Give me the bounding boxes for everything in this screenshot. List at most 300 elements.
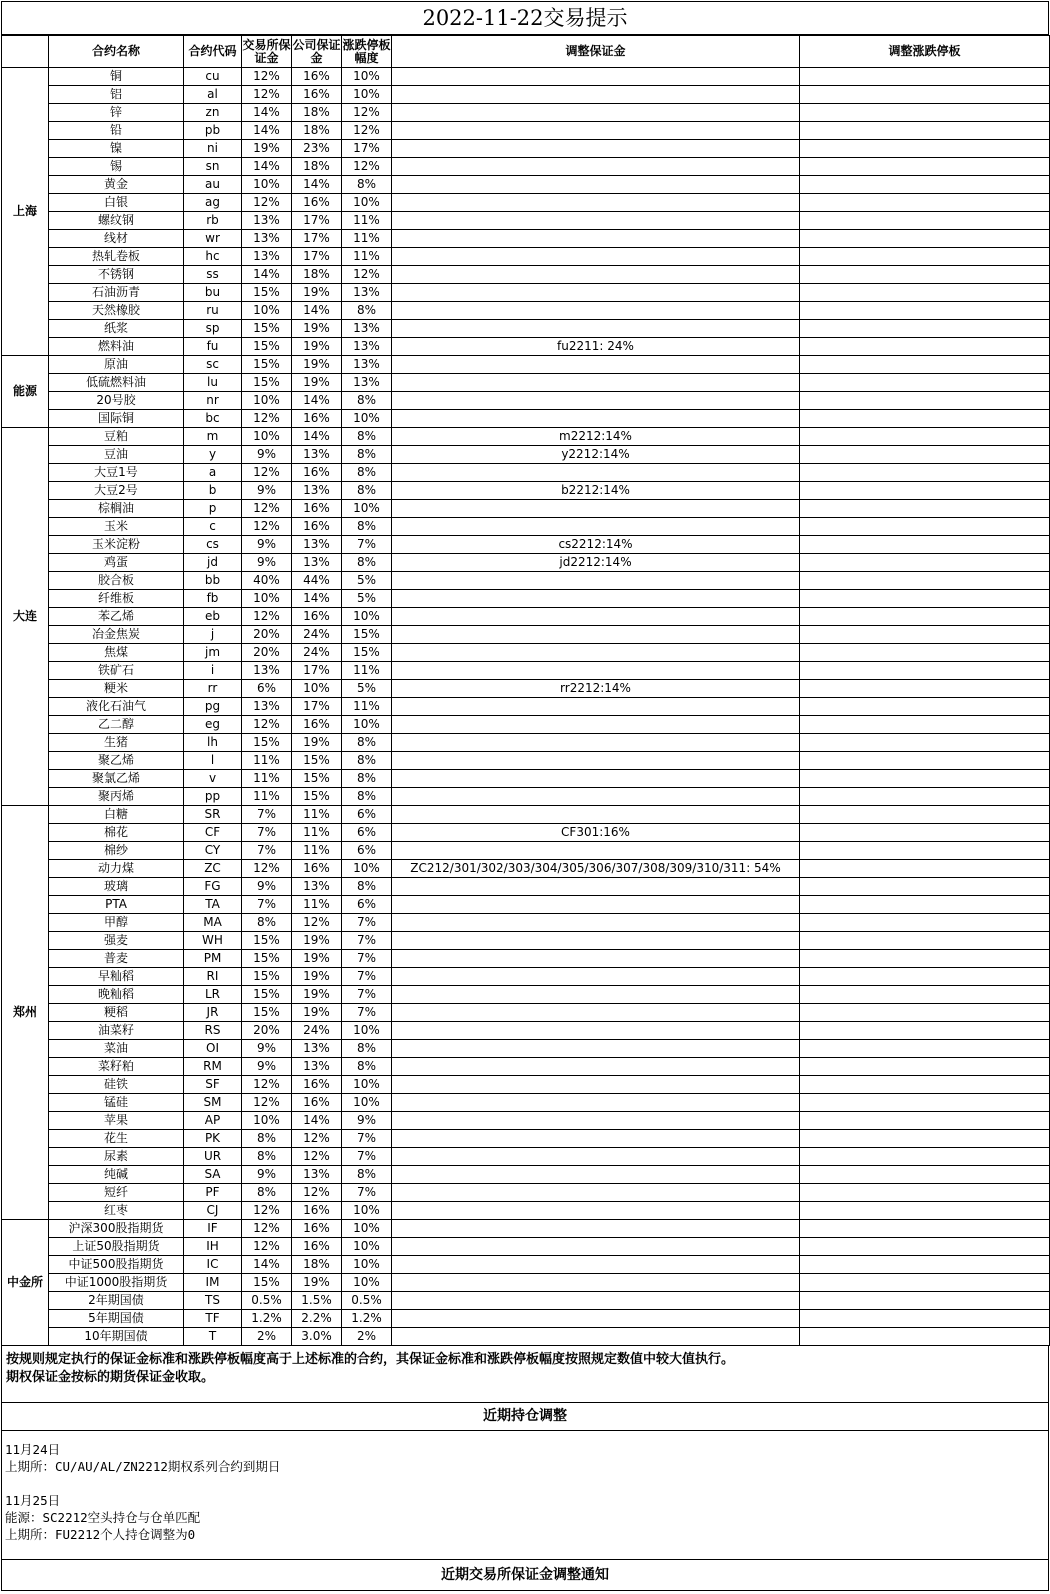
adjust-margin-cell bbox=[392, 1166, 800, 1184]
table-row bbox=[2, 1274, 1050, 1292]
exchange-margin-cell: 6% bbox=[242, 680, 292, 698]
adjust-margin-cell bbox=[392, 356, 800, 374]
contract-name-cell: 棉花 bbox=[49, 824, 184, 842]
exchange-margin-cell: 13% bbox=[242, 212, 292, 230]
table-row bbox=[2, 680, 1050, 698]
header-exchange-margin: 交易所保证金 bbox=[242, 36, 292, 68]
adjust-margin-cell bbox=[392, 194, 800, 212]
limit-cell: 10% bbox=[342, 860, 392, 878]
company-margin-cell: 16% bbox=[292, 194, 342, 212]
contract-code-cell: AP bbox=[184, 1112, 242, 1130]
contract-code-cell: al bbox=[184, 86, 242, 104]
adjust-margin-cell bbox=[392, 1238, 800, 1256]
adjust-margin-cell bbox=[392, 1274, 800, 1292]
company-margin-cell: 17% bbox=[292, 212, 342, 230]
exchange-margin-cell: 12% bbox=[242, 194, 292, 212]
adjust-limit-cell bbox=[800, 194, 1050, 212]
adjust-margin-cell bbox=[392, 410, 800, 428]
adjust-margin-cell bbox=[392, 212, 800, 230]
table-row bbox=[2, 356, 1050, 374]
contract-code-cell: CJ bbox=[184, 1202, 242, 1220]
table-row bbox=[2, 194, 1050, 212]
limit-cell: 10% bbox=[342, 410, 392, 428]
limit-cell: 10% bbox=[342, 1094, 392, 1112]
contract-code-cell: jd bbox=[184, 554, 242, 572]
exchange-margin-cell: 10% bbox=[242, 590, 292, 608]
limit-cell: 8% bbox=[342, 770, 392, 788]
exchange-margin-cell: 10% bbox=[242, 1112, 292, 1130]
exchange-margin-cell: 15% bbox=[242, 320, 292, 338]
table-row bbox=[2, 788, 1050, 806]
limit-cell: 10% bbox=[342, 716, 392, 734]
contract-code-cell: ag bbox=[184, 194, 242, 212]
position-entry-date: 11月24日 bbox=[5, 1442, 61, 1457]
company-margin-cell: 10% bbox=[292, 680, 342, 698]
company-margin-cell: 19% bbox=[292, 356, 342, 374]
exchange-margin-cell: 0.5% bbox=[242, 1292, 292, 1310]
table-row bbox=[2, 806, 1050, 824]
company-margin-cell: 14% bbox=[292, 428, 342, 446]
limit-cell: 10% bbox=[342, 1220, 392, 1238]
contract-name-cell: 胶合板 bbox=[49, 572, 184, 590]
exchange-margin-cell: 12% bbox=[242, 518, 292, 536]
contract-code-cell: PF bbox=[184, 1184, 242, 1202]
position-adjust-list bbox=[1, 1431, 1049, 1560]
company-margin-cell: 13% bbox=[292, 536, 342, 554]
contract-code-cell: bc bbox=[184, 410, 242, 428]
contract-code-cell: FG bbox=[184, 878, 242, 896]
exchange-margin-cell: 40% bbox=[242, 572, 292, 590]
exchange-margin-cell: 7% bbox=[242, 896, 292, 914]
adjust-limit-cell bbox=[800, 860, 1050, 878]
limit-cell: 7% bbox=[342, 932, 392, 950]
contract-code-cell: bu bbox=[184, 284, 242, 302]
limit-cell: 13% bbox=[342, 284, 392, 302]
contract-name-cell: 燃料油 bbox=[49, 338, 184, 356]
table-row bbox=[2, 932, 1050, 950]
table-row bbox=[2, 392, 1050, 410]
adjust-margin-cell bbox=[392, 122, 800, 140]
table-row bbox=[2, 1184, 1050, 1202]
adjust-margin-cell bbox=[392, 914, 800, 932]
limit-cell: 7% bbox=[342, 914, 392, 932]
company-margin-cell: 14% bbox=[292, 302, 342, 320]
company-margin-cell: 16% bbox=[292, 518, 342, 536]
table-row bbox=[2, 716, 1050, 734]
contract-code-cell: WH bbox=[184, 932, 242, 950]
adjust-margin-cell bbox=[392, 950, 800, 968]
contract-code-cell: lu bbox=[184, 374, 242, 392]
limit-cell: 13% bbox=[342, 356, 392, 374]
exchange-margin-cell: 15% bbox=[242, 1274, 292, 1292]
adjust-limit-cell bbox=[800, 770, 1050, 788]
exchange-margin-cell: 14% bbox=[242, 158, 292, 176]
adjust-margin-cell: CF301:16% bbox=[392, 824, 800, 842]
exchange-margin-cell: 12% bbox=[242, 1238, 292, 1256]
contract-code-cell: pb bbox=[184, 122, 242, 140]
company-margin-cell: 13% bbox=[292, 878, 342, 896]
company-margin-cell: 16% bbox=[292, 68, 342, 86]
company-margin-cell: 16% bbox=[292, 1094, 342, 1112]
contract-name-cell: 棉纱 bbox=[49, 842, 184, 860]
contract-name-cell: 硅铁 bbox=[49, 1076, 184, 1094]
contract-name-cell: 油菜籽 bbox=[49, 1022, 184, 1040]
exchange-margin-cell: 15% bbox=[242, 986, 292, 1004]
company-margin-cell: 14% bbox=[292, 1112, 342, 1130]
adjust-margin-cell bbox=[392, 1022, 800, 1040]
table-row bbox=[2, 986, 1050, 1004]
contract-name-cell: 玉米淀粉 bbox=[49, 536, 184, 554]
contract-name-cell: 聚丙烯 bbox=[49, 788, 184, 806]
limit-cell: 8% bbox=[342, 482, 392, 500]
exchange-label: 郑州 bbox=[2, 806, 49, 1220]
exchange-label: 上海 bbox=[2, 68, 49, 356]
table-row bbox=[2, 302, 1050, 320]
table-row bbox=[2, 86, 1050, 104]
limit-cell: 8% bbox=[342, 788, 392, 806]
adjust-margin-cell bbox=[392, 104, 800, 122]
contract-name-cell: 豆油 bbox=[49, 446, 184, 464]
limit-cell: 11% bbox=[342, 662, 392, 680]
adjust-limit-cell bbox=[800, 680, 1050, 698]
contract-name-cell: 动力煤 bbox=[49, 860, 184, 878]
contract-code-cell: SF bbox=[184, 1076, 242, 1094]
contract-name-cell: 乙二醇 bbox=[49, 716, 184, 734]
adjust-limit-cell bbox=[800, 1058, 1050, 1076]
adjust-limit-cell bbox=[800, 1202, 1050, 1220]
contract-name-cell: 强麦 bbox=[49, 932, 184, 950]
table-row bbox=[2, 428, 1050, 446]
exchange-margin-cell: 15% bbox=[242, 932, 292, 950]
company-margin-cell: 18% bbox=[292, 104, 342, 122]
contract-name-cell: 粳稻 bbox=[49, 1004, 184, 1022]
adjust-margin-cell bbox=[392, 266, 800, 284]
company-margin-cell: 14% bbox=[292, 176, 342, 194]
header-contract-name: 合约名称 bbox=[49, 36, 184, 68]
table-row bbox=[2, 824, 1050, 842]
limit-cell: 7% bbox=[342, 950, 392, 968]
company-margin-cell: 19% bbox=[292, 986, 342, 1004]
adjust-limit-cell bbox=[800, 1256, 1050, 1274]
table-row bbox=[2, 140, 1050, 158]
adjust-margin-cell bbox=[392, 968, 800, 986]
contract-code-cell: JR bbox=[184, 1004, 242, 1022]
company-margin-cell: 19% bbox=[292, 1274, 342, 1292]
contract-code-cell: i bbox=[184, 662, 242, 680]
table-row bbox=[2, 1148, 1050, 1166]
adjust-margin-cell: fu2211: 24% bbox=[392, 338, 800, 356]
exchange-margin-cell: 15% bbox=[242, 284, 292, 302]
contract-code-cell: eb bbox=[184, 608, 242, 626]
contract-code-cell: ZC bbox=[184, 860, 242, 878]
limit-cell: 2% bbox=[342, 1328, 392, 1346]
limit-cell: 8% bbox=[342, 428, 392, 446]
adjust-margin-cell: jd2212:14% bbox=[392, 554, 800, 572]
adjust-margin-cell bbox=[392, 320, 800, 338]
adjust-limit-cell bbox=[800, 572, 1050, 590]
exchange-label: 能源 bbox=[2, 356, 49, 428]
contract-name-cell: 苯乙烯 bbox=[49, 608, 184, 626]
contract-name-cell: 上证50股指期货 bbox=[49, 1238, 184, 1256]
limit-cell: 5% bbox=[342, 590, 392, 608]
table-row bbox=[2, 1040, 1050, 1058]
limit-cell: 8% bbox=[342, 1166, 392, 1184]
table-row bbox=[2, 608, 1050, 626]
contract-name-cell: 聚氯乙烯 bbox=[49, 770, 184, 788]
contract-name-cell: 锰硅 bbox=[49, 1094, 184, 1112]
contract-name-cell: 晚籼稻 bbox=[49, 986, 184, 1004]
contract-code-cell: rr bbox=[184, 680, 242, 698]
limit-cell: 17% bbox=[342, 140, 392, 158]
adjust-margin-cell bbox=[392, 1202, 800, 1220]
contract-code-cell: RM bbox=[184, 1058, 242, 1076]
adjust-limit-cell bbox=[800, 1148, 1050, 1166]
exchange-margin-cell: 15% bbox=[242, 356, 292, 374]
adjust-limit-cell bbox=[800, 986, 1050, 1004]
exchange-margin-cell: 20% bbox=[242, 626, 292, 644]
limit-cell: 15% bbox=[342, 626, 392, 644]
limit-cell: 8% bbox=[342, 752, 392, 770]
contract-name-cell: 玉米 bbox=[49, 518, 184, 536]
adjust-limit-cell bbox=[800, 842, 1050, 860]
company-margin-cell: 12% bbox=[292, 1148, 342, 1166]
contract-code-cell: IF bbox=[184, 1220, 242, 1238]
exchange-label: 中金所 bbox=[2, 1220, 49, 1346]
table-row bbox=[2, 1130, 1050, 1148]
adjust-limit-cell bbox=[800, 302, 1050, 320]
limit-cell: 12% bbox=[342, 266, 392, 284]
exchange-margin-cell: 14% bbox=[242, 266, 292, 284]
contract-code-cell: c bbox=[184, 518, 242, 536]
contract-code-cell: cs bbox=[184, 536, 242, 554]
adjust-limit-cell bbox=[800, 446, 1050, 464]
adjust-limit-cell bbox=[800, 464, 1050, 482]
adjust-limit-cell bbox=[800, 950, 1050, 968]
header-exchange bbox=[2, 36, 49, 68]
table-row bbox=[2, 662, 1050, 680]
table-row bbox=[2, 212, 1050, 230]
company-margin-cell: 11% bbox=[292, 806, 342, 824]
company-margin-cell: 13% bbox=[292, 1040, 342, 1058]
contract-name-cell: 聚乙烯 bbox=[49, 752, 184, 770]
exchange-margin-cell: 8% bbox=[242, 1184, 292, 1202]
adjust-margin-cell bbox=[392, 752, 800, 770]
limit-cell: 5% bbox=[342, 680, 392, 698]
exchange-margin-cell: 12% bbox=[242, 1076, 292, 1094]
exchange-margin-cell: 12% bbox=[242, 716, 292, 734]
exchange-margin-cell: 12% bbox=[242, 608, 292, 626]
table-row bbox=[2, 158, 1050, 176]
adjust-limit-cell bbox=[800, 1328, 1050, 1346]
company-margin-cell: 12% bbox=[292, 1184, 342, 1202]
table-row bbox=[2, 1328, 1050, 1346]
company-margin-cell: 19% bbox=[292, 950, 342, 968]
contract-code-cell: cu bbox=[184, 68, 242, 86]
adjust-limit-cell bbox=[800, 1004, 1050, 1022]
adjust-margin-cell bbox=[392, 374, 800, 392]
contract-code-cell: TS bbox=[184, 1292, 242, 1310]
limit-cell: 15% bbox=[342, 644, 392, 662]
table-row bbox=[2, 122, 1050, 140]
company-margin-cell: 12% bbox=[292, 914, 342, 932]
adjust-limit-cell bbox=[800, 716, 1050, 734]
exchange-label: 大连 bbox=[2, 428, 49, 806]
exchange-margin-cell: 11% bbox=[242, 788, 292, 806]
table-row bbox=[2, 734, 1050, 752]
contract-name-cell: 豆粕 bbox=[49, 428, 184, 446]
table-row bbox=[2, 752, 1050, 770]
table-row bbox=[2, 410, 1050, 428]
rules-note-line: 期权保证金按标的期货保证金收取。 bbox=[6, 1370, 215, 1385]
adjust-limit-cell bbox=[800, 1112, 1050, 1130]
limit-cell: 5% bbox=[342, 572, 392, 590]
limit-cell: 8% bbox=[342, 878, 392, 896]
adjust-limit-cell bbox=[800, 140, 1050, 158]
contract-code-cell: RS bbox=[184, 1022, 242, 1040]
contract-name-cell: 低硫燃料油 bbox=[49, 374, 184, 392]
adjust-limit-cell bbox=[800, 536, 1050, 554]
exchange-margin-cell: 9% bbox=[242, 446, 292, 464]
contract-name-cell: 线材 bbox=[49, 230, 184, 248]
company-margin-cell: 17% bbox=[292, 698, 342, 716]
contract-code-cell: SR bbox=[184, 806, 242, 824]
exchange-margin-cell: 12% bbox=[242, 1202, 292, 1220]
table-row bbox=[2, 1256, 1050, 1274]
limit-cell: 7% bbox=[342, 986, 392, 1004]
limit-cell: 1.2% bbox=[342, 1310, 392, 1328]
exchange-margin-cell: 15% bbox=[242, 734, 292, 752]
contract-name-cell: 苹果 bbox=[49, 1112, 184, 1130]
contract-name-cell: 中证500股指期货 bbox=[49, 1256, 184, 1274]
limit-cell: 10% bbox=[342, 194, 392, 212]
adjust-limit-cell bbox=[800, 734, 1050, 752]
limit-cell: 10% bbox=[342, 1238, 392, 1256]
adjust-limit-cell bbox=[800, 518, 1050, 536]
company-margin-cell: 15% bbox=[292, 752, 342, 770]
contract-name-cell: 大豆1号 bbox=[49, 464, 184, 482]
limit-cell: 8% bbox=[342, 1058, 392, 1076]
limit-cell: 8% bbox=[342, 1040, 392, 1058]
exchange-margin-cell: 12% bbox=[242, 86, 292, 104]
table-row bbox=[2, 104, 1050, 122]
adjust-margin-cell bbox=[392, 1148, 800, 1166]
table-row bbox=[2, 284, 1050, 302]
limit-cell: 11% bbox=[342, 230, 392, 248]
exchange-margin-cell: 10% bbox=[242, 176, 292, 194]
company-margin-cell: 3.0% bbox=[292, 1328, 342, 1346]
exchange-margin-cell: 12% bbox=[242, 1094, 292, 1112]
limit-cell: 8% bbox=[342, 176, 392, 194]
adjust-limit-cell bbox=[800, 968, 1050, 986]
adjust-limit-cell bbox=[800, 392, 1050, 410]
contract-code-cell: au bbox=[184, 176, 242, 194]
limit-cell: 10% bbox=[342, 608, 392, 626]
limit-cell: 6% bbox=[342, 896, 392, 914]
page-title: 2022-11-22交易提示 bbox=[1, 1, 1049, 35]
table-row bbox=[2, 536, 1050, 554]
adjust-limit-cell bbox=[800, 482, 1050, 500]
contract-name-cell: 10年期国债 bbox=[49, 1328, 184, 1346]
adjust-margin-cell bbox=[392, 158, 800, 176]
exchange-margin-cell: 8% bbox=[242, 1130, 292, 1148]
adjust-margin-cell bbox=[392, 500, 800, 518]
contract-code-cell: T bbox=[184, 1328, 242, 1346]
adjust-limit-cell bbox=[800, 1310, 1050, 1328]
limit-cell: 11% bbox=[342, 212, 392, 230]
contract-code-cell: RI bbox=[184, 968, 242, 986]
contract-name-cell: 花生 bbox=[49, 1130, 184, 1148]
company-margin-cell: 19% bbox=[292, 320, 342, 338]
contract-code-cell: MA bbox=[184, 914, 242, 932]
adjust-margin-cell bbox=[392, 1130, 800, 1148]
contract-name-cell: 短纤 bbox=[49, 1184, 184, 1202]
table-row bbox=[2, 626, 1050, 644]
adjust-margin-cell bbox=[392, 1040, 800, 1058]
exchange-margin-cell: 9% bbox=[242, 1040, 292, 1058]
exchange-margin-cell: 15% bbox=[242, 968, 292, 986]
margin-notice-title: 近期交易所保证金调整通知 bbox=[1, 1560, 1049, 1591]
company-margin-cell: 24% bbox=[292, 1022, 342, 1040]
contract-code-cell: ss bbox=[184, 266, 242, 284]
exchange-margin-cell: 15% bbox=[242, 338, 292, 356]
table-row bbox=[2, 1058, 1050, 1076]
contract-name-cell: 白银 bbox=[49, 194, 184, 212]
adjust-margin-cell: rr2212:14% bbox=[392, 680, 800, 698]
position-entry-date: 11月25日 bbox=[5, 1493, 61, 1508]
table-row bbox=[2, 1292, 1050, 1310]
adjust-limit-cell bbox=[800, 176, 1050, 194]
header-contract-code: 合约代码 bbox=[184, 36, 242, 68]
adjust-margin-cell bbox=[392, 806, 800, 824]
limit-cell: 0.5% bbox=[342, 1292, 392, 1310]
table-row bbox=[2, 1238, 1050, 1256]
company-margin-cell: 18% bbox=[292, 158, 342, 176]
contract-code-cell: hc bbox=[184, 248, 242, 266]
exchange-margin-cell: 10% bbox=[242, 428, 292, 446]
exchange-margin-cell: 7% bbox=[242, 806, 292, 824]
company-margin-cell: 16% bbox=[292, 464, 342, 482]
limit-cell: 8% bbox=[342, 464, 392, 482]
contract-name-cell: 螺纹钢 bbox=[49, 212, 184, 230]
table-row bbox=[2, 698, 1050, 716]
limit-cell: 10% bbox=[342, 68, 392, 86]
contract-code-cell: sc bbox=[184, 356, 242, 374]
contract-name-cell: 锡 bbox=[49, 158, 184, 176]
company-margin-cell: 13% bbox=[292, 446, 342, 464]
adjust-margin-cell bbox=[392, 644, 800, 662]
contract-code-cell: b bbox=[184, 482, 242, 500]
exchange-margin-cell: 10% bbox=[242, 302, 292, 320]
limit-cell: 7% bbox=[342, 968, 392, 986]
contract-name-cell: 热轧卷板 bbox=[49, 248, 184, 266]
contract-code-cell: CF bbox=[184, 824, 242, 842]
adjust-limit-cell bbox=[800, 230, 1050, 248]
limit-cell: 6% bbox=[342, 824, 392, 842]
exchange-margin-cell: 9% bbox=[242, 482, 292, 500]
table-row bbox=[2, 896, 1050, 914]
exchange-margin-cell: 9% bbox=[242, 1166, 292, 1184]
company-margin-cell: 17% bbox=[292, 230, 342, 248]
contract-name-cell: 锌 bbox=[49, 104, 184, 122]
adjust-margin-cell: cs2212:14% bbox=[392, 536, 800, 554]
table-row bbox=[2, 248, 1050, 266]
exchange-margin-cell: 9% bbox=[242, 1058, 292, 1076]
exchange-margin-cell: 7% bbox=[242, 824, 292, 842]
adjust-limit-cell bbox=[800, 1022, 1050, 1040]
table-row bbox=[2, 518, 1050, 536]
contract-code-cell: PK bbox=[184, 1130, 242, 1148]
contract-name-cell: 生猪 bbox=[49, 734, 184, 752]
